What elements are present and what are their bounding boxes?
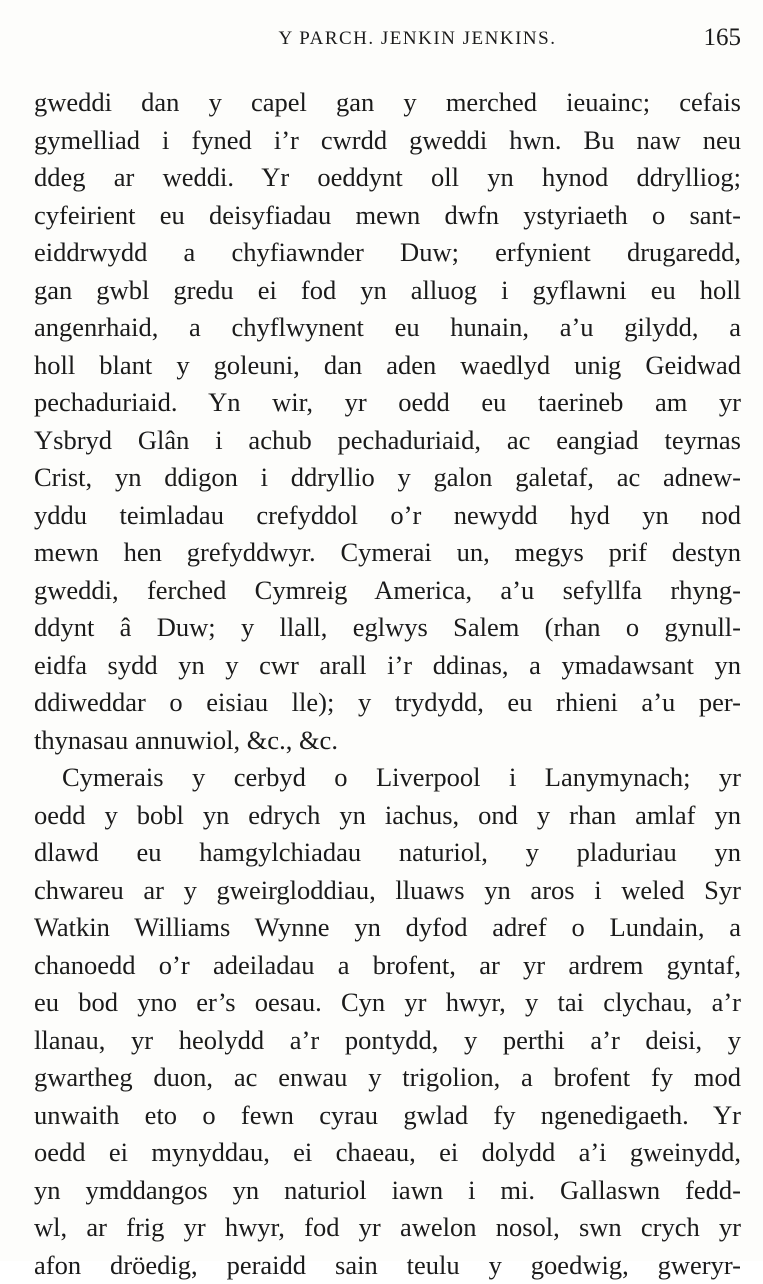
- text-line: llanau, yr heolydd a’r pontydd, y perthi a’r deisi, y: [34, 1022, 741, 1060]
- text-line: chwareu ar y gweirgloddiau, lluaws yn aros i weled Syr: [34, 872, 741, 910]
- text-line: oedd ei mynyddau, ei chaeau, ei dolydd a’i gweinydd,: [34, 1134, 741, 1172]
- text-line: ddiweddar o eisiau lle); y trydydd, eu rhieni a’u per-: [34, 684, 741, 722]
- text-line: holl blant y goleuni, dan aden waedlyd unig Geidwad: [34, 347, 741, 385]
- text-line: ddynt â Duw; y llall, eglwys Salem (rhan o gynull-: [34, 609, 741, 647]
- text-line: yn ymddangos yn naturiol iawn i mi. Gallaswn fedd-: [34, 1172, 741, 1210]
- text-line: dlawd eu hamgylchiadau naturiol, y pladuriau yn: [34, 834, 741, 872]
- text-line: chanoedd o’r adeiladau a brofent, ar yr ardrem gyntaf,: [34, 947, 741, 985]
- text-line: Crist, yn ddigon i ddryllio y galon galetaf, ac adnew-: [34, 459, 741, 497]
- text-line: mewn hen grefyddwyr. Cymerai un, megys prif destyn: [34, 534, 741, 572]
- paragraph-start-line: Cymerais y cerbyd o Liverpool i Lanymynach; yr: [34, 759, 741, 797]
- text-line: cyfeirient eu deisyfiadau mewn dwfn ystyriaeth o sant-: [34, 197, 741, 235]
- text-line: pechaduriaid. Yn wir, yr oedd eu taerineb am yr: [34, 384, 741, 422]
- text-line: gwartheg duon, ac enwau y trigolion, a brofent fy mod: [34, 1059, 741, 1097]
- text-line: angenrhaid, a chyflwynent eu hunain, a’u gilydd, a: [34, 309, 741, 347]
- text-line: yddu teimladau crefyddol o’r newydd hyd yn nod: [34, 497, 741, 535]
- text-line: Watkin Williams Wynne yn dyfod adref o Lundain, a: [34, 909, 741, 947]
- text-line: wl, ar frig yr hwyr, fod yr awelon nosol, swn crych yr: [34, 1209, 741, 1247]
- text-line: afon dröedig, peraidd sain teulu y goedwig, gweryr-: [34, 1247, 741, 1284]
- text-line: gweddi dan y capel gan y merched ieuainc; cefais: [34, 84, 741, 122]
- text-line: gan gwbl gredu ei fod yn alluog i gyflawni eu holl: [34, 272, 741, 310]
- text-line: eu bod yno er’s oesau. Cyn yr hwyr, y tai clychau, a’r: [34, 984, 741, 1022]
- body-text: [34, 84, 741, 1284]
- text-line: unwaith eto o fewn cyrau gwlad fy ngenedigaeth. Yr: [34, 1097, 741, 1135]
- text-line: ddeg ar weddi. Yr oeddynt oll yn hynod ddrylliog;: [34, 159, 741, 197]
- page-number: 165: [704, 24, 742, 52]
- paragraph-end-line: thynasau annuwiol, &c., &c.: [34, 722, 741, 760]
- text-line: gweddi, ferched Cymreig America, a’u sefyllfa rhyng-: [34, 572, 741, 610]
- text-line: Ysbryd Glân i achub pechaduriaid, ac eangiad teyrnas: [34, 422, 741, 460]
- text-line: gymelliad i fyned i’r cwrdd gweddi hwn. Bu naw neu: [34, 122, 741, 160]
- text-line: eiddrwydd a chyfiawnder Duw; erfynient drugaredd,: [34, 234, 741, 272]
- text-line: oedd y bobl yn edrych yn iachus, ond y rhan amlaf yn: [34, 797, 741, 835]
- text-line: eidfa sydd yn y cwr arall i’r ddinas, a ymadawsant yn: [34, 647, 741, 685]
- running-title: Y PARCH. JENKIN JENKINS.: [34, 28, 741, 50]
- running-head: [34, 22, 741, 58]
